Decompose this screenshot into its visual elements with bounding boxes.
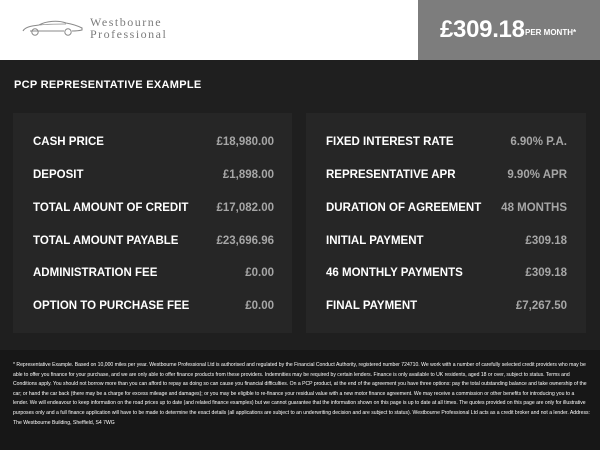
monthly-price-amount: £309.18 bbox=[440, 16, 525, 43]
row-value: £7,267.50 bbox=[515, 300, 567, 312]
row-value: 9.90% APR bbox=[507, 169, 567, 181]
monthly-price-unit: PER MONTH* bbox=[525, 28, 577, 37]
brand-line-1: Westbourne bbox=[90, 15, 163, 29]
row-label: 46 MONTHLY PAYMENTS bbox=[326, 267, 463, 279]
row-final-payment bbox=[306, 300, 586, 316]
row-admin-fee bbox=[13, 267, 292, 283]
row-label: FIXED INTEREST RATE bbox=[326, 136, 454, 148]
row-label: TOTAL AMOUNT OF CREDIT bbox=[33, 202, 189, 214]
row-monthly-payments bbox=[306, 267, 586, 283]
car-silhouette-icon bbox=[22, 17, 84, 39]
row-deposit bbox=[13, 169, 292, 185]
finance-panel-right bbox=[306, 113, 586, 333]
row-label: ADMINISTRATION FEE bbox=[33, 267, 158, 279]
row-total-payable bbox=[13, 235, 292, 251]
row-label: OPTION TO PURCHASE FEE bbox=[33, 300, 190, 312]
row-apr bbox=[306, 169, 586, 185]
row-value: £0.00 bbox=[245, 267, 274, 279]
row-label: DEPOSIT bbox=[33, 169, 84, 181]
row-value: 6.90% P.A. bbox=[510, 136, 567, 148]
row-total-credit bbox=[13, 202, 292, 218]
row-label: INITIAL PAYMENT bbox=[326, 235, 424, 247]
header-bar bbox=[0, 0, 600, 60]
row-value: £309.18 bbox=[525, 267, 567, 279]
row-value: £309.18 bbox=[525, 235, 567, 247]
westbourne-logo bbox=[22, 16, 167, 40]
brand-name bbox=[90, 16, 167, 40]
row-purchase-fee bbox=[13, 300, 292, 316]
brand-line-2: Professional bbox=[90, 27, 168, 41]
row-duration bbox=[306, 202, 586, 218]
finance-disclaimer: * Representative Example. Based on 10,000 miles per year. Westbourne Professional Ltd is authorised and regulated by the Financial Conduct Authority, registered number 724710. We work with a number of carefully selected credit providers who may be able to offer you finance for your purchase, and we are only able to offer finance products from these providers. Indemnities may be required by certain lenders. Finance is only available to UK residents, aged 18 or over, subject to status. Terms and Conditions apply. You should not borrow more than you can afford to repay as doing so can cause you financial difficulties. On a PCP product, at the end of the agreement you have three options: pay the total outstanding balance and take ownership of the car; or hand the car back (there may be a charge for excess mileage and damages); or you may be eligible to re-finance your residual value with a new motor finance agreement. We may receive a commission or other benefits for introducing you to a lender. We will endeavour to keep information on the road prices up to date (and related finance examples) but we cannot guarantee that the information shown on this page is up to date at all times. The quotes provided on this page are only for illustrative purposes only and a full finance application will have to be made to determine the exact details (all applications are subject to an underwriting decision and are subject to status). Westbourne Professional Ltd acts as a credit broker and not a lender. Address: The Westbourne Building, Sheffield, S4 7WG bbox=[13, 362, 590, 426]
row-value: £23,696.96 bbox=[216, 235, 274, 247]
row-value: £0.00 bbox=[245, 300, 274, 312]
section-title: PCP REPRESENTATIVE EXAMPLE bbox=[14, 79, 202, 91]
row-label: CASH PRICE bbox=[33, 136, 104, 148]
row-cash-price bbox=[13, 136, 292, 152]
row-value: £1,898.00 bbox=[222, 169, 274, 181]
row-value: £17,082.00 bbox=[216, 202, 274, 214]
monthly-price-box bbox=[418, 0, 600, 60]
row-label: REPRESENTATIVE APR bbox=[326, 169, 456, 181]
finance-panel-left bbox=[13, 113, 292, 333]
row-value: £18,980.00 bbox=[216, 136, 274, 148]
row-initial-payment bbox=[306, 235, 586, 251]
row-label: DURATION OF AGREEMENT bbox=[326, 202, 482, 214]
row-value: 48 MONTHS bbox=[501, 202, 567, 214]
row-interest-rate bbox=[306, 136, 586, 152]
row-label: TOTAL AMOUNT PAYABLE bbox=[33, 235, 179, 247]
row-label: FINAL PAYMENT bbox=[326, 300, 418, 312]
